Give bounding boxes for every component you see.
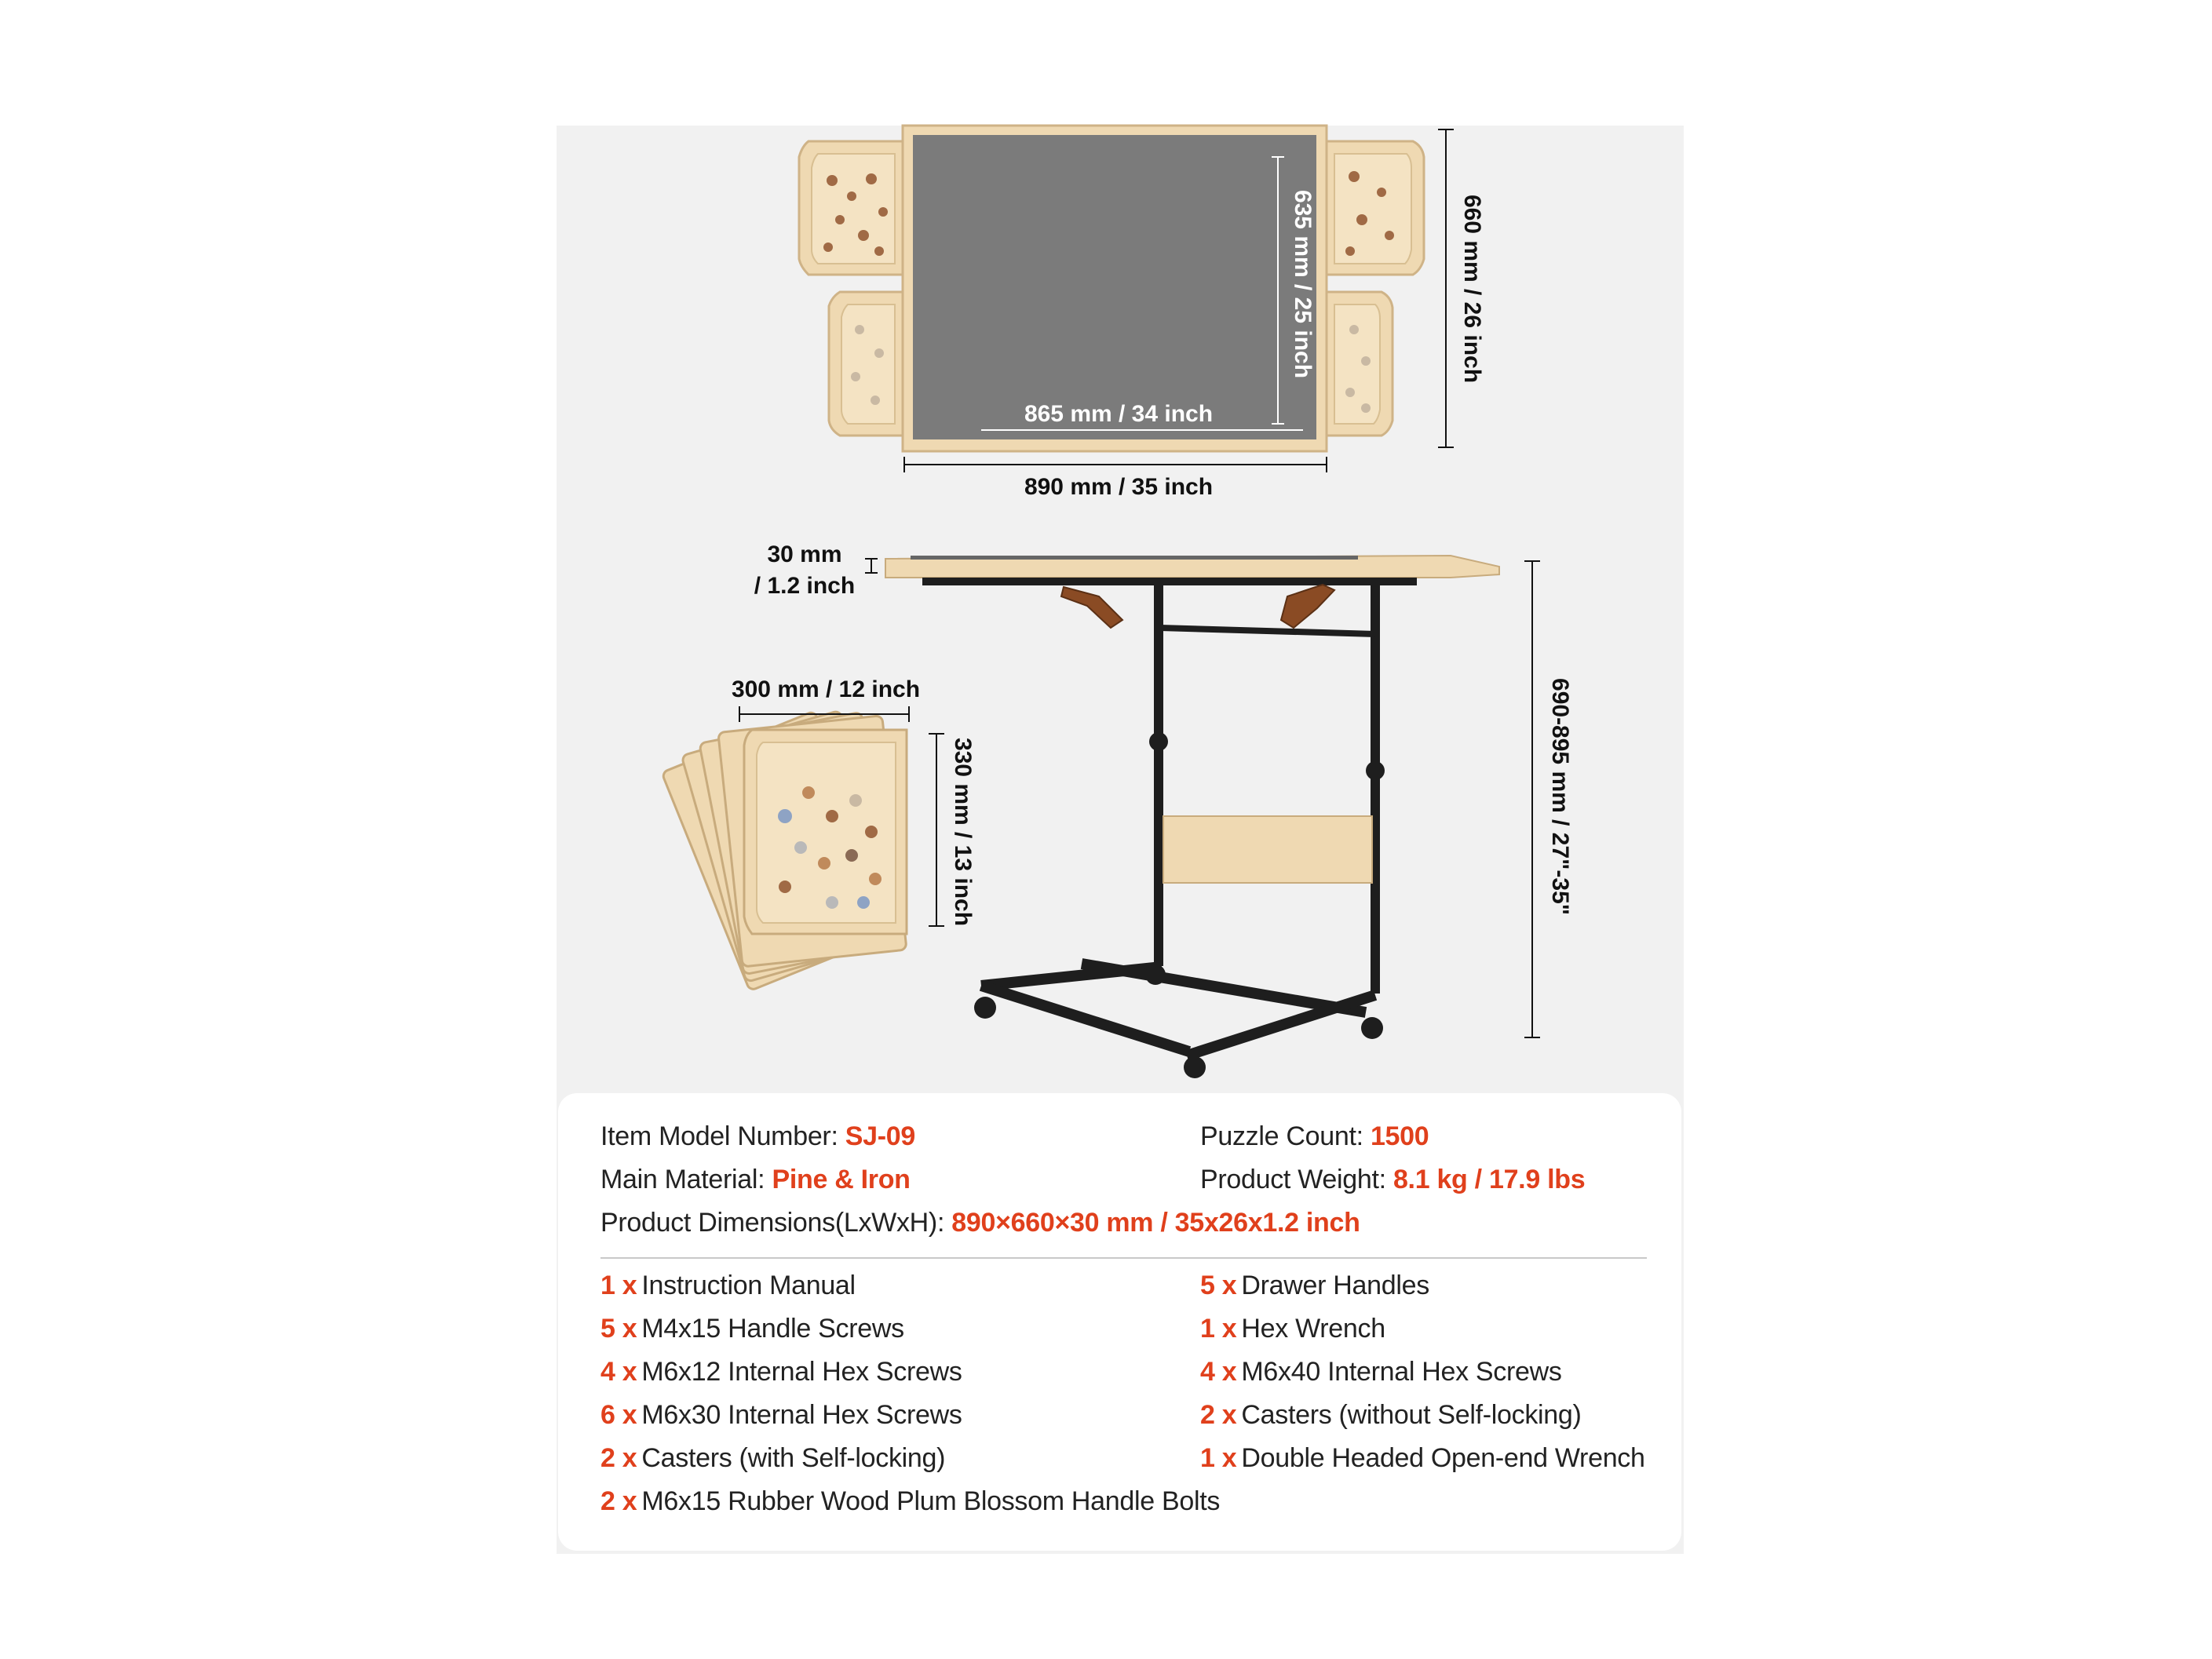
package-item: [1200, 1357, 1562, 1387]
drawer-bottom-right-inner: [1334, 304, 1380, 424]
item-qty: 2 x: [1200, 1400, 1237, 1430]
left-upright: [1154, 585, 1163, 966]
wood-panel: [1163, 816, 1372, 883]
spec-dims-value: 890×660×30 mm / 35x26x1.2 inch: [951, 1208, 1360, 1238]
package-item: [1200, 1443, 1645, 1474]
spec-puzzle-value: 1500: [1370, 1121, 1429, 1151]
caster: [1361, 1017, 1383, 1039]
item-qty: 1 x: [600, 1271, 637, 1300]
spec-weight-label: Product Weight:: [1200, 1165, 1386, 1194]
spec-material-label: Main Material:: [600, 1165, 765, 1194]
spec-weight-value: 8.1 kg / 17.9 lbs: [1393, 1165, 1586, 1194]
item-name: M6x15 Rubber Wood Plum Blossom Handle Bolts: [641, 1486, 1221, 1516]
right-upright: [1371, 585, 1380, 994]
spec-model: [600, 1121, 915, 1152]
spec-dimensions: [600, 1208, 1360, 1238]
package-item: [600, 1314, 904, 1344]
package-item: [600, 1357, 962, 1387]
dim-drawer-depth: 330 mm / 13 inch: [950, 737, 976, 927]
item-name: Instruction Manual: [641, 1271, 856, 1300]
item-qty: 4 x: [1200, 1357, 1237, 1387]
caster: [1184, 1056, 1206, 1078]
dim-outer-depth: 660 mm / 26 inch: [1459, 194, 1485, 384]
dim-thickness-mm: 30 mm: [767, 541, 842, 567]
item-name: Casters (without Self-locking): [1241, 1400, 1582, 1430]
thickness-dimension: [865, 559, 878, 573]
dim-height: 690-895 mm / 27"-35": [1547, 678, 1573, 915]
spec-model-label: Item Model Number:: [600, 1121, 838, 1151]
divider: [600, 1257, 1647, 1259]
felt-surface: [913, 135, 1316, 439]
drawers-stack: [662, 710, 907, 990]
right-bracket: [1281, 585, 1334, 628]
dim-inner-width: 865 mm / 34 inch: [1024, 401, 1214, 427]
item-qty: 2 x: [600, 1486, 637, 1516]
dim-drawer-width: 300 mm / 12 inch: [731, 676, 921, 702]
side-view-table: [885, 556, 1499, 1078]
package-item: [600, 1271, 856, 1301]
item-name: Double Headed Open-end Wrench: [1241, 1443, 1645, 1473]
item-qty: 6 x: [600, 1400, 637, 1430]
item-name: M4x15 Handle Screws: [641, 1314, 904, 1344]
spec-material-value: Pine & Iron: [772, 1165, 911, 1194]
package-item: [600, 1486, 1220, 1517]
drawer-bottom-left-inner: [841, 304, 895, 424]
spec-dims-label: Product Dimensions(LxWxH):: [600, 1208, 945, 1238]
item-name: M6x40 Internal Hex Screws: [1241, 1357, 1562, 1387]
item-qty: 4 x: [600, 1357, 637, 1387]
item-qty: 1 x: [1200, 1314, 1237, 1344]
item-qty: 5 x: [1200, 1271, 1237, 1300]
right-knob: [1366, 761, 1385, 780]
item-qty: 5 x: [600, 1314, 637, 1344]
spec-model-value: SJ-09: [845, 1121, 915, 1151]
item-name: M6x12 Internal Hex Screws: [641, 1357, 962, 1387]
caster: [974, 997, 996, 1019]
spec-puzzle-label: Puzzle Count:: [1200, 1121, 1363, 1151]
item-qty: 1 x: [1200, 1443, 1237, 1473]
drawer-top-right-inner: [1334, 154, 1411, 264]
spec-weight: [1200, 1165, 1585, 1195]
package-item: [1200, 1314, 1385, 1344]
item-qty: 2 x: [600, 1443, 637, 1473]
package-item: [600, 1400, 962, 1431]
dim-outer-width: 890 mm / 35 inch: [1024, 474, 1214, 500]
package-item: [600, 1443, 945, 1474]
spec-puzzle-count: [1200, 1121, 1429, 1152]
item-name: Drawer Handles: [1241, 1271, 1429, 1300]
dim-inner-depth: 635 mm / 25 inch: [1290, 189, 1316, 379]
item-name: Hex Wrench: [1241, 1314, 1385, 1344]
height-dimension: [1524, 561, 1540, 1037]
felt-edge: [911, 556, 1358, 560]
left-knob: [1149, 732, 1168, 751]
spec-material: [600, 1165, 911, 1195]
package-item: [1200, 1271, 1429, 1301]
left-bracket: [1061, 587, 1122, 628]
dim-thickness-inch: / 1.2 inch: [754, 573, 856, 599]
caster: [1145, 964, 1166, 985]
item-name: M6x30 Internal Hex Screws: [641, 1400, 962, 1430]
specs-card: [558, 1093, 1681, 1551]
package-item: [1200, 1400, 1582, 1431]
item-name: Casters (with Self-locking): [641, 1443, 946, 1473]
